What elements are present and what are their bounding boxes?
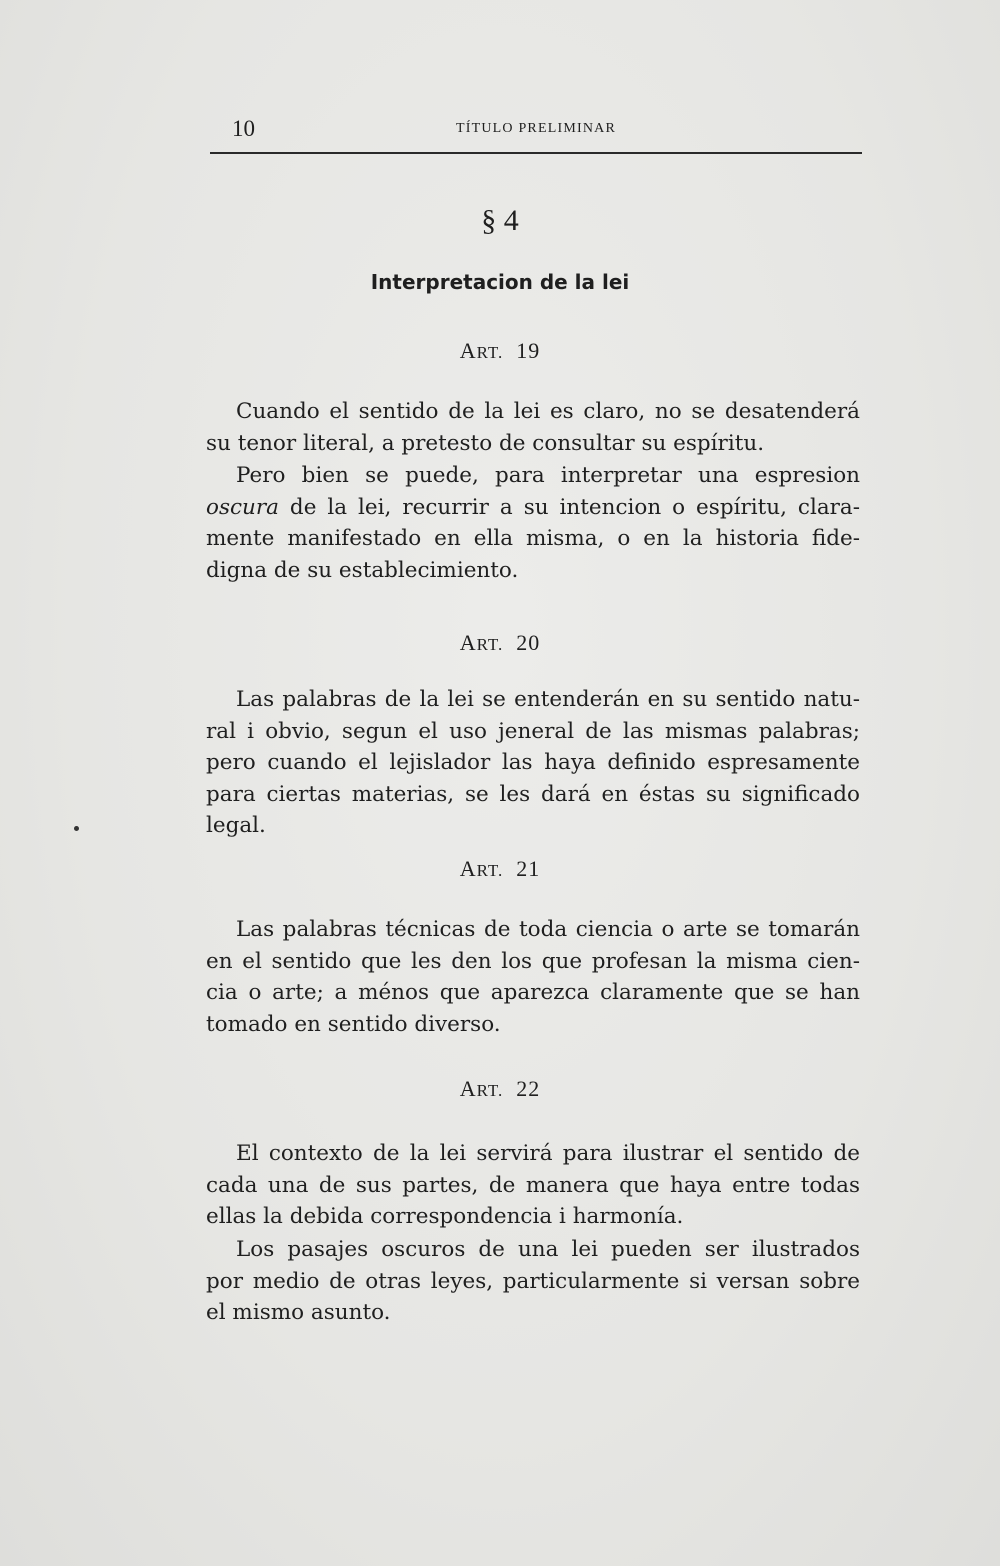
article-heading-19: [0, 338, 1000, 364]
article-heading-22: [0, 1076, 1000, 1102]
text-line: cia o arte; a ménos que aparezca claramente que se han: [206, 980, 860, 1005]
section-heading: Interpretacion de la lei: [370, 270, 630, 294]
text-line: mente manifestado en ella misma, o en la historia fide-: [206, 526, 860, 551]
text-line: ellas la debida correspondencia i harmonía.: [206, 1204, 684, 1229]
article-heading-abbrev: RT.: [476, 343, 504, 362]
text-line: El contexto de la lei servirá para ilustrar el sentido de: [236, 1141, 860, 1166]
ink-speck: [74, 826, 79, 831]
article-heading-prefix: A: [459, 1076, 477, 1101]
text-line: pero cuando el lejislador las haya definido espresamente: [206, 750, 860, 775]
article-heading-20: [0, 630, 1000, 656]
article-22-paragraph-2: [206, 1234, 860, 1329]
article-heading-prefix: A: [459, 856, 477, 881]
italic-word: oscura: [206, 494, 279, 520]
text-line: Las palabras técnicas de toda ciencia o arte se tomarán: [236, 917, 860, 942]
text-line: Los pasajes oscuros de una lei pueden ser ilustrados: [236, 1237, 860, 1262]
text-line: digna de su establecimiento.: [206, 557, 519, 583]
text-line: Pero bien se puede, para interpretar una espresion: [236, 463, 860, 488]
page-header: [210, 112, 862, 154]
text-line: cada una de sus partes, de manera que haya entre todas: [206, 1172, 860, 1198]
article-heading-abbrev: RT.: [476, 635, 504, 654]
article-number: 22: [516, 1076, 541, 1101]
text-line: el mismo asunto.: [206, 1300, 391, 1325]
article-number: 21: [516, 856, 541, 881]
text-line: ral i obvio, segun el uso jeneral de las mismas palabras;: [206, 718, 860, 744]
bleed-through-text: [190, 170, 870, 325]
page-number: 10: [232, 116, 255, 141]
article-heading-21: [0, 856, 1000, 882]
article-heading-prefix: A: [459, 630, 477, 655]
text-line: en el sentido que les den los que profesan la misma cien-: [206, 948, 860, 974]
text-line: Las palabras de la lei se entenderán en su sentido natu-: [236, 687, 860, 712]
article-number: 20: [516, 630, 541, 655]
text-line: por medio de otras leyes, particularmente si versan sobre: [206, 1268, 860, 1294]
text-line: oscura de la lei, recurrir a su intencion o espíritu, clara-: [206, 494, 860, 520]
article-heading-prefix: A: [459, 338, 477, 363]
article-heading-abbrev: RT.: [476, 861, 504, 880]
article-number: 19: [516, 338, 541, 363]
text-line: tomado en sentido diverso.: [206, 1011, 501, 1037]
article-21-paragraph-1: [206, 914, 860, 1040]
article-19-paragraph-2: [206, 460, 860, 586]
article-22-paragraph-1: [206, 1138, 860, 1233]
section-mark: § 4: [481, 204, 519, 237]
running-title: TÍTULO PRELIMINAR: [456, 121, 616, 136]
article-heading-abbrev: RT.: [476, 1081, 504, 1100]
article-19-paragraph-1: [206, 396, 860, 459]
article-20-paragraph-1: [206, 684, 860, 842]
text-line: Cuando el sentido de la lei es claro, no se desatenderá: [236, 399, 860, 424]
text-line: legal.: [206, 813, 266, 838]
text-line: su tenor literal, a pretesto de consultar su espíritu.: [206, 430, 765, 456]
text-line: para ciertas materias, se les dará en éstas su significado: [206, 781, 860, 807]
